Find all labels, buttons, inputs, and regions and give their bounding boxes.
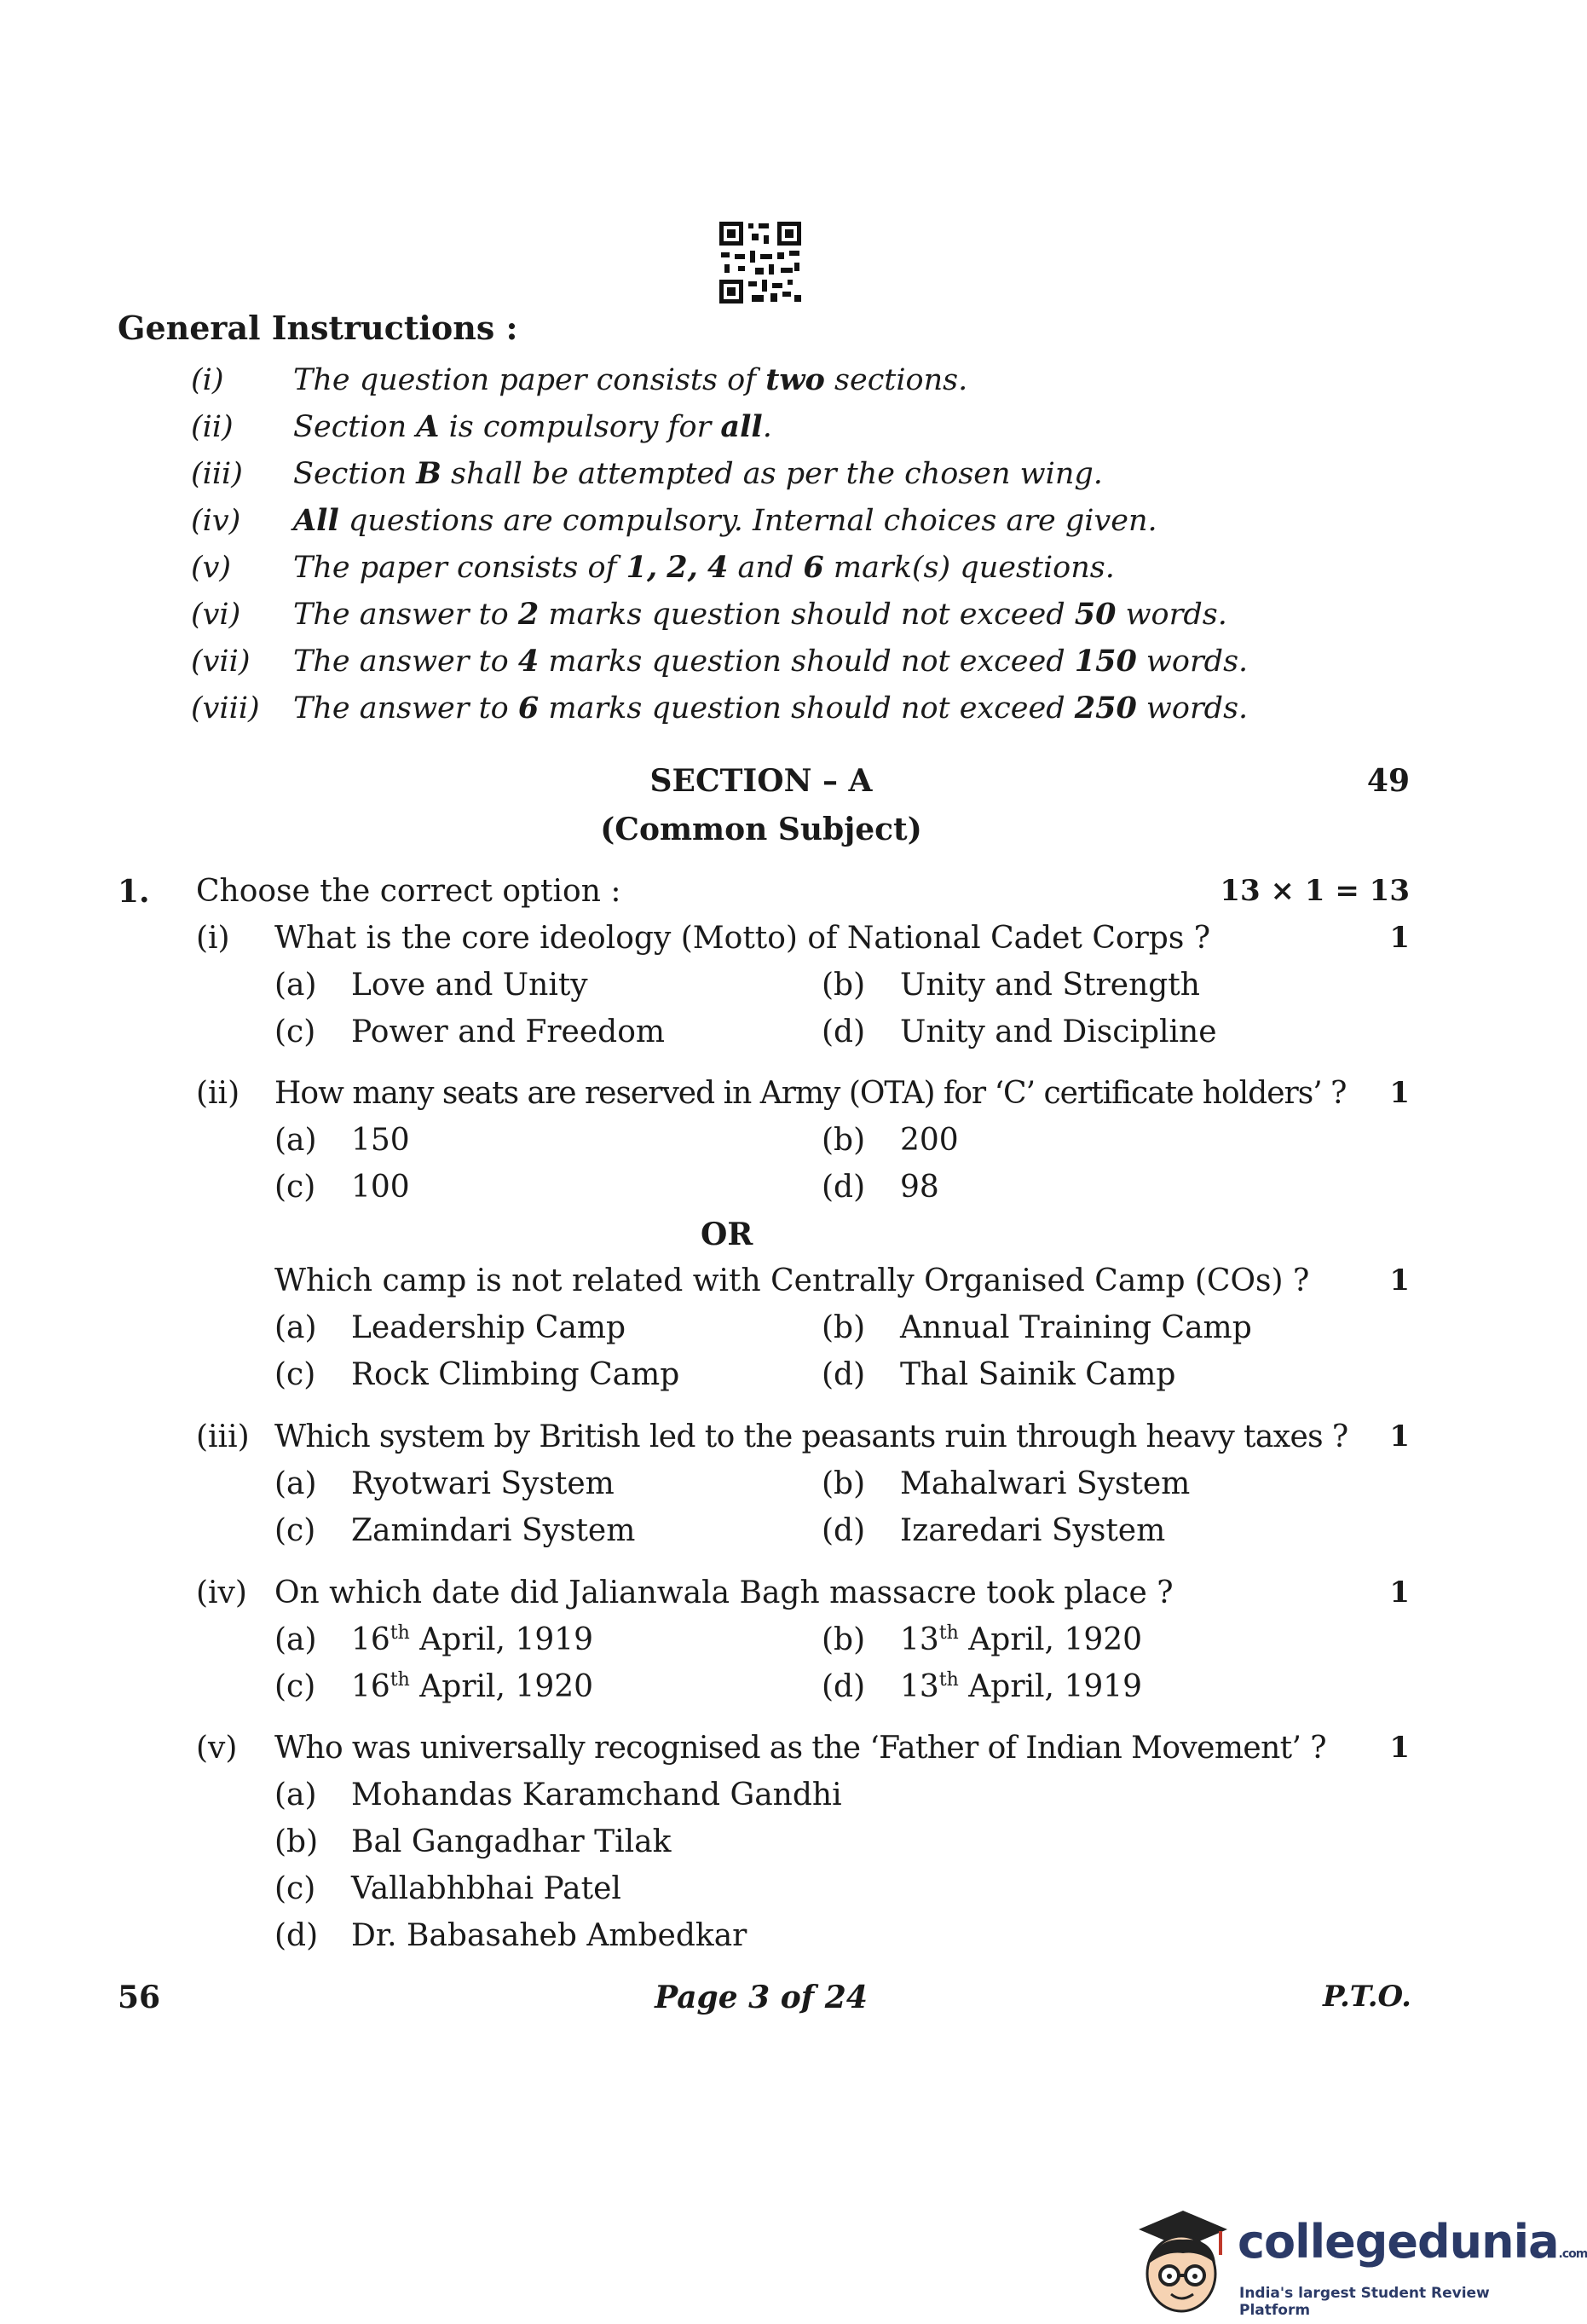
- date-day: 13: [900, 1669, 939, 1704]
- instruction-number: (i): [191, 362, 224, 397]
- option-label: (a): [274, 1123, 317, 1158]
- option-label: (a): [274, 1466, 317, 1501]
- question-marks: 13 × 1 = 13: [1220, 874, 1410, 908]
- option-text: Dr. Babasaheb Ambedkar: [351, 1918, 747, 1953]
- instruction-text: Section B shall be attempted as per the chosen wing.: [293, 456, 1103, 491]
- option-label: (d): [274, 1918, 319, 1953]
- subquestion-mark: 1: [1389, 1076, 1410, 1110]
- section-subtitle: (Common Subject): [600, 812, 922, 847]
- option-label: (b): [822, 1622, 866, 1657]
- ordinal-suffix: th: [938, 1622, 959, 1644]
- date-rest: April, 1920: [419, 1669, 594, 1704]
- instruction-text: The answer to 6 marks question should not exceed 250 words.: [293, 691, 1249, 726]
- page-code: 56: [118, 1980, 161, 2015]
- brand-name: [1238, 2215, 1587, 2269]
- instruction-item: [191, 403, 1384, 450]
- option-label: (a): [274, 968, 317, 1003]
- option-text: Thal Sainik Camp: [900, 1357, 1176, 1392]
- brand-wordmark: collegedunia: [1238, 2215, 1559, 2269]
- option-text: Rock Climbing Camp: [351, 1357, 680, 1392]
- instruction-item: [191, 638, 1384, 685]
- instruction-text: The question paper consists of two sections.: [293, 362, 968, 397]
- option-text: Mohandas Karamchand Gandhi: [351, 1778, 842, 1812]
- option-text: Bal Gangadhar Tilak: [351, 1824, 672, 1859]
- subquestion-text: How many seats are reserved in Army (OTA) for ‘C’ certificate holders’ ?: [274, 1076, 1347, 1111]
- instruction-text: Section A is compulsory for all.: [293, 409, 772, 444]
- question-text: Choose the correct option :: [196, 874, 621, 909]
- option-text: Zamindari System: [351, 1513, 636, 1548]
- option-text: [900, 1622, 1142, 1657]
- option-label: (d): [822, 1015, 866, 1049]
- option-text: [351, 1622, 593, 1657]
- brand-suffix: .com: [1558, 2247, 1587, 2261]
- option-label: (d): [822, 1513, 866, 1548]
- instruction-item: [191, 685, 1384, 731]
- option-text: Vallabhbhai Patel: [351, 1871, 621, 1906]
- option-label: (b): [822, 1123, 866, 1158]
- date-day: 13: [900, 1622, 939, 1657]
- option-text: Izaredari System: [900, 1513, 1166, 1548]
- subquestion-number: (iv): [196, 1575, 247, 1610]
- option-label: (c): [274, 1357, 316, 1392]
- subquestion-text: What is the core ideology (Motto) of National Cadet Corps ?: [274, 921, 1211, 956]
- instruction-item: [191, 450, 1384, 497]
- page-number: Page 3 of 24: [655, 1980, 868, 2015]
- instruction-item: [191, 544, 1384, 591]
- option-label: (b): [822, 968, 866, 1003]
- subquestion-number: (v): [196, 1731, 238, 1766]
- instruction-text: The answer to 4 marks question should not exceed 150 words.: [293, 644, 1249, 679]
- instruction-text: The answer to 2 marks question should not exceed 50 words.: [293, 597, 1227, 632]
- subquestion-mark: 1: [1389, 1731, 1410, 1765]
- option-text: Leadership Camp: [351, 1310, 626, 1345]
- subquestion-text: Which camp is not related with Centrally Organised Camp (COs) ?: [274, 1263, 1310, 1298]
- instruction-text: The paper consists of 1, 2, 4 and 6 mark(s) questions.: [293, 550, 1115, 585]
- instruction-number: (vi): [191, 597, 241, 632]
- subquestion-number: (iii): [196, 1419, 250, 1454]
- option-label: (a): [274, 1622, 317, 1657]
- option-label: (c): [274, 1669, 316, 1704]
- option-text: 200: [900, 1123, 959, 1158]
- option-text: Unity and Strength: [900, 968, 1200, 1003]
- instruction-item: [191, 356, 1384, 403]
- option-label: (b): [822, 1466, 866, 1501]
- date-rest: April, 1919: [968, 1669, 1143, 1704]
- option-text: [900, 1669, 1142, 1704]
- subquestion-number: (ii): [196, 1076, 240, 1111]
- ordinal-suffix: th: [390, 1622, 410, 1644]
- option-text: Annual Training Camp: [900, 1310, 1252, 1345]
- option-label: (c): [274, 1170, 316, 1205]
- paper-code: 49: [1366, 763, 1410, 799]
- instruction-number: (viii): [191, 691, 260, 726]
- instruction-number: (iv): [191, 503, 241, 538]
- general-instructions-title: General Instructions :: [118, 309, 518, 347]
- date-rest: April, 1920: [968, 1622, 1143, 1657]
- subquestion-text: Which system by British led to the peasants ruin through heavy taxes ?: [274, 1419, 1348, 1454]
- option-label: (d): [822, 1669, 866, 1704]
- brand-tagline: India's largest Student Review Platform: [1239, 2285, 1490, 2319]
- option-text: Love and Unity: [351, 968, 588, 1003]
- option-label: (d): [822, 1170, 866, 1205]
- option-label: (b): [822, 1310, 866, 1345]
- option-label: (c): [274, 1015, 316, 1049]
- question-number: 1.: [118, 874, 150, 910]
- option-label: (c): [274, 1513, 316, 1548]
- subquestion-text: On which date did Jalianwala Bagh massacre took place ?: [274, 1575, 1174, 1610]
- option-text: 150: [351, 1123, 410, 1158]
- general-instructions-list: [191, 356, 1384, 731]
- option-label: (d): [822, 1357, 866, 1392]
- instruction-number: (ii): [191, 409, 234, 444]
- option-label: (a): [274, 1310, 317, 1345]
- subquestion-mark: 1: [1389, 1263, 1410, 1298]
- instruction-number: (iii): [191, 456, 243, 491]
- option-text: Unity and Discipline: [900, 1015, 1217, 1049]
- subquestion-mark: 1: [1389, 1575, 1410, 1610]
- option-label: (a): [274, 1778, 317, 1812]
- option-text: 100: [351, 1170, 410, 1205]
- subquestion-number: (i): [196, 921, 230, 956]
- instruction-number: (vii): [191, 644, 251, 679]
- instruction-item: [191, 591, 1384, 638]
- instruction-item: [191, 497, 1384, 544]
- subquestion-mark: 1: [1389, 921, 1410, 955]
- subquestion-mark: 1: [1389, 1419, 1410, 1454]
- subquestion-text: Who was universally recognised as the ‘Father of Indian Movement’ ?: [274, 1731, 1326, 1766]
- date-day: 16: [351, 1669, 390, 1704]
- instruction-text: All questions are compulsory. Internal choices are given.: [293, 503, 1157, 538]
- or-divider: OR: [701, 1217, 753, 1252]
- ordinal-suffix: th: [938, 1669, 959, 1691]
- date-rest: April, 1919: [419, 1622, 594, 1657]
- instruction-number: (v): [191, 550, 232, 585]
- option-text: Ryotwari System: [351, 1466, 615, 1501]
- ordinal-suffix: th: [390, 1669, 410, 1691]
- option-label: (b): [274, 1824, 319, 1859]
- date-day: 16: [351, 1622, 390, 1657]
- qr-code: [718, 220, 803, 305]
- option-text: Mahalwari System: [900, 1466, 1191, 1501]
- option-text: 98: [900, 1170, 939, 1205]
- pto-label: P.T.O.: [1323, 1980, 1411, 2014]
- section-title: SECTION – A: [649, 763, 873, 799]
- mascot-logo-icon: [1132, 2204, 1234, 2315]
- option-text: Power and Freedom: [351, 1015, 665, 1049]
- option-text: [351, 1669, 593, 1704]
- option-label: (c): [274, 1871, 316, 1906]
